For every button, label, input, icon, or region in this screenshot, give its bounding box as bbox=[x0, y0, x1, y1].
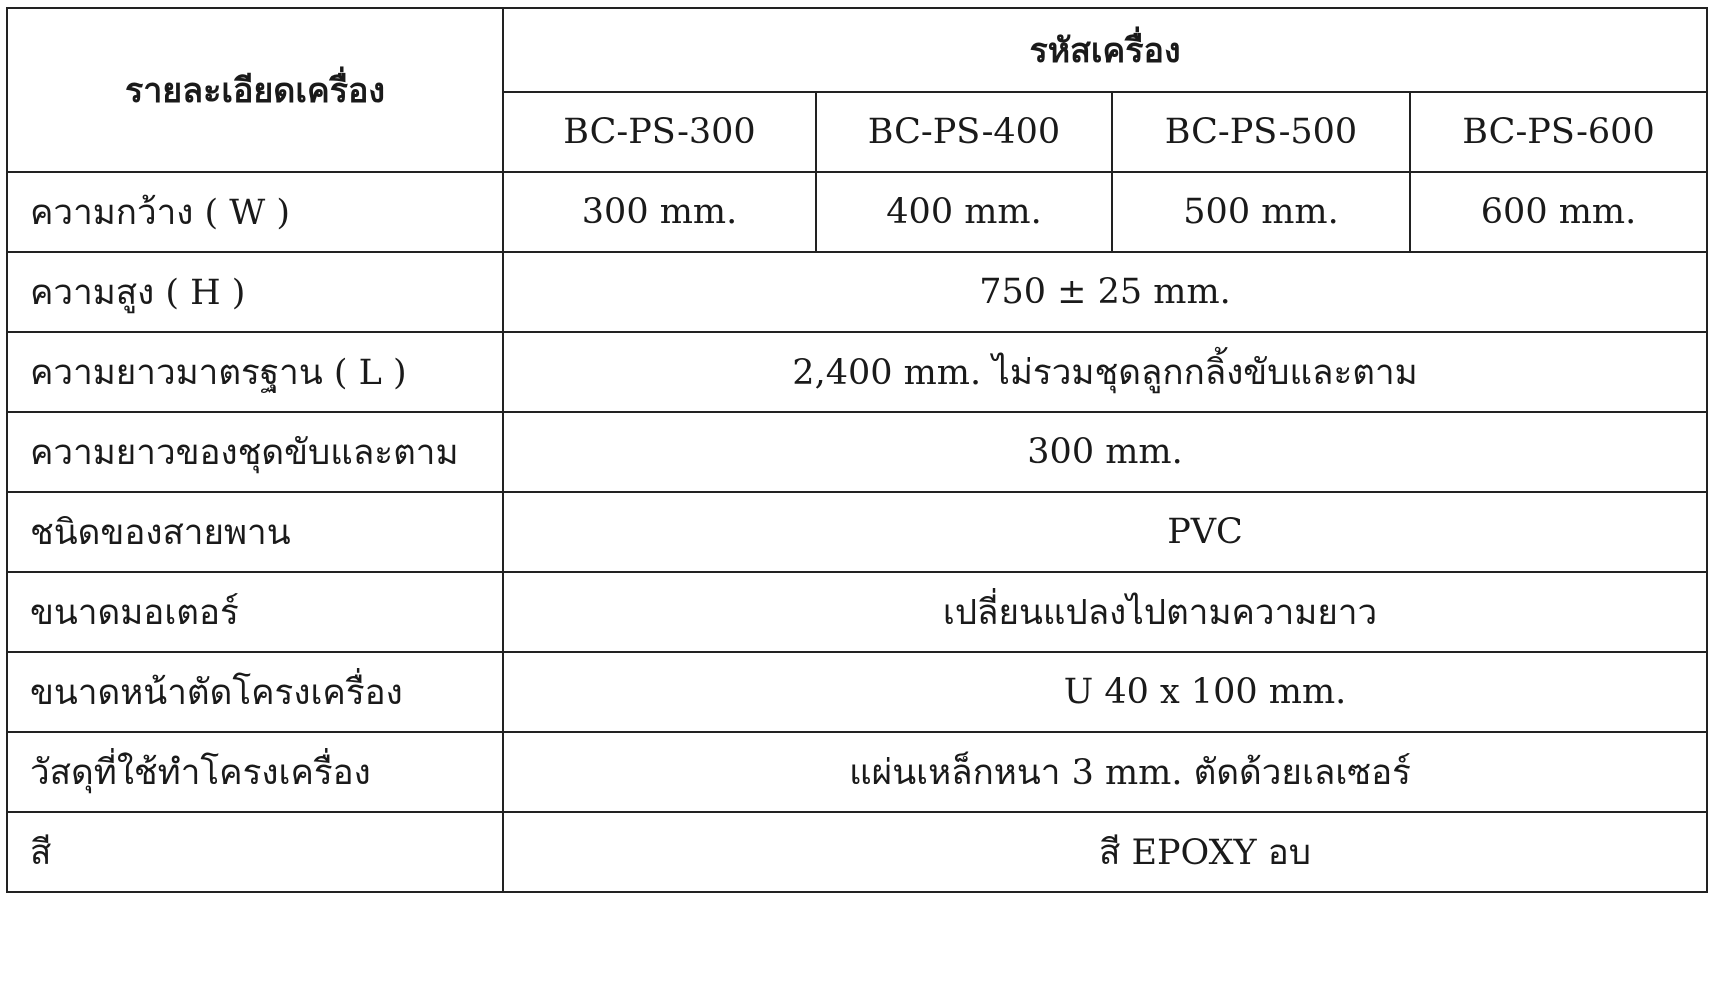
spec-table bbox=[6, 7, 1708, 893]
table-row-belt-type bbox=[7, 492, 1707, 572]
width-value-cell: 600 mm. bbox=[1410, 172, 1707, 252]
width-value-cell: 300 mm. bbox=[503, 172, 816, 252]
table-header-row bbox=[7, 8, 1707, 92]
table-row-frame-section bbox=[7, 652, 1707, 732]
spec-value: U 40 x 100 mm. bbox=[503, 652, 1707, 732]
table-row-drive-length bbox=[7, 412, 1707, 492]
spec-value: สี EPOXY อบ bbox=[503, 812, 1707, 892]
spec-label: ความยาวของชุดขับและตาม bbox=[7, 412, 503, 492]
spec-label: ความสูง ( H ) bbox=[7, 252, 503, 332]
model-code-cell: BC-PS-300 bbox=[503, 92, 816, 172]
spec-label: ชนิดของสายพาน bbox=[7, 492, 503, 572]
table-row-width bbox=[7, 172, 1707, 252]
table-row-length bbox=[7, 332, 1707, 412]
spec-value: 300 mm. bbox=[503, 412, 1707, 492]
spec-value: เปลี่ยนแปลงไปตามความยาว bbox=[503, 572, 1707, 652]
spec-value: 750 ± 25 mm. bbox=[503, 252, 1707, 332]
table-row-height bbox=[7, 252, 1707, 332]
spec-label: วัสดุที่ใช้ทำโครงเครื่อง bbox=[7, 732, 503, 812]
table-row-frame-material bbox=[7, 732, 1707, 812]
detail-header: รายละเอียดเครื่อง bbox=[7, 8, 503, 172]
spec-label: ขนาดมอเตอร์ bbox=[7, 572, 503, 652]
spec-value: 2,400 mm. ไม่รวมชุดลูกกลิ้งขับและตาม bbox=[503, 332, 1707, 412]
width-value-cell: 400 mm. bbox=[816, 172, 1112, 252]
model-code-cell: BC-PS-600 bbox=[1410, 92, 1707, 172]
model-code-cell: BC-PS-400 bbox=[816, 92, 1112, 172]
model-code-cell: BC-PS-500 bbox=[1112, 92, 1410, 172]
spec-value: PVC bbox=[503, 492, 1707, 572]
table-row-motor-size bbox=[7, 572, 1707, 652]
table-row-color bbox=[7, 812, 1707, 892]
spec-label: ขนาดหน้าตัดโครงเครื่อง bbox=[7, 652, 503, 732]
spec-value: แผ่นเหล็กหนา 3 mm. ตัดด้วยเลเซอร์ bbox=[503, 732, 1707, 812]
spec-label: ความกว้าง ( W ) bbox=[7, 172, 503, 252]
model-code-group-header: รหัสเครื่อง bbox=[503, 8, 1707, 92]
spec-label: ความยาวมาตรฐาน ( L ) bbox=[7, 332, 503, 412]
width-value-cell: 500 mm. bbox=[1112, 172, 1410, 252]
spec-label: สี bbox=[7, 812, 503, 892]
